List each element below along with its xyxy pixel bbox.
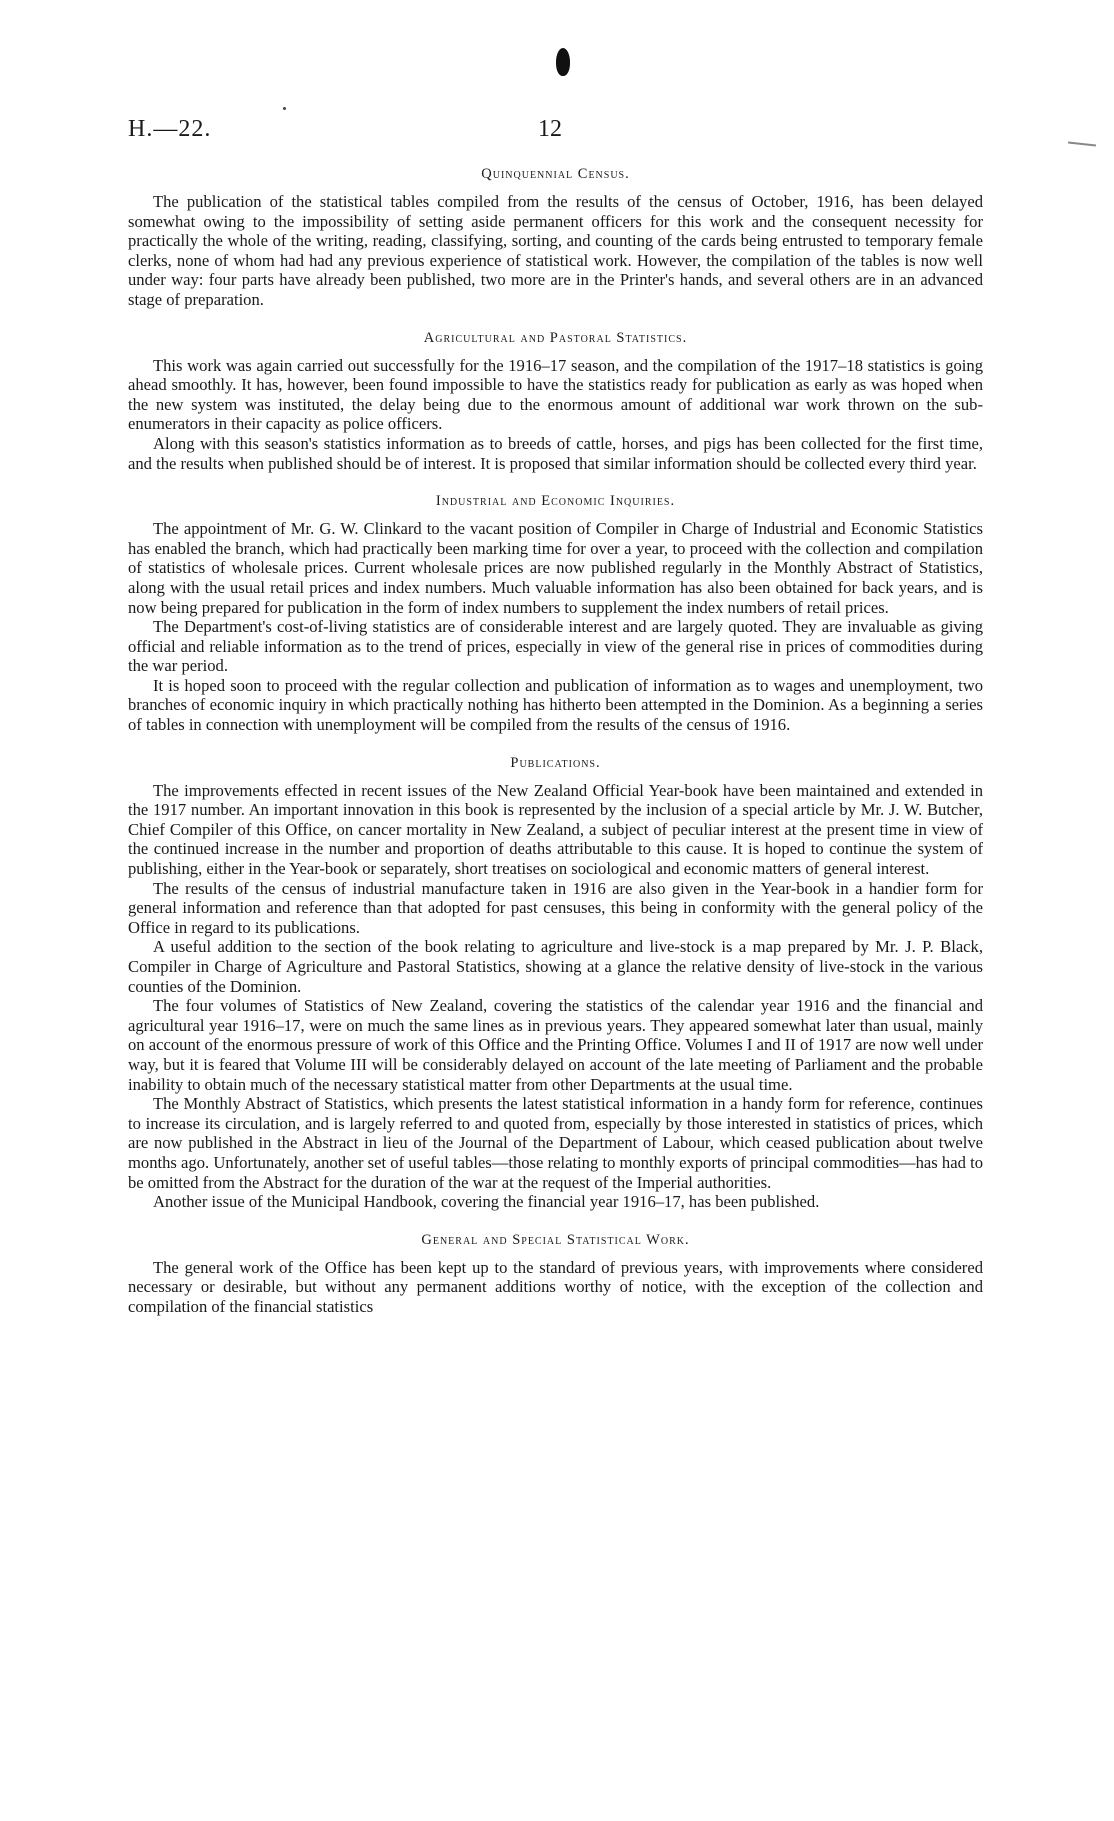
section-heading: Quinquennial Census. [481,166,630,182]
section-heading: Publications. [510,754,601,771]
paragraph: The publication of the statistical tables compiled from the results of the census of October, 1916, has been delayed somewhat owing to the impossibility of setting aside permanent officers for this work and the consequent necessity for practically the whole of the writing, reading, classifying, sorting, and counting of the cards being entrusted to temporary female clerks, none of whom had had any previous experience of statistical work. However, the compilation of the tables is now well under way: four parts have already been published, two more are in the Printer's hands, and several others are in an advanced stage of preparation. [128,192,983,309]
section-publications [128,755,983,1212]
ink-speck [283,107,286,110]
section-industrial-economic-inquiries [128,493,983,735]
paragraph: It is hoped soon to proceed with the regular collection and publication of information as to wages and unemployment, two branches of economic inquiry in which practically nothing has hitherto been attempted in the Dominion. As a beginning a series of tables in connection with unemployment will be compiled from the results of the census of 1916. [128,675,983,735]
margin-mark [1068,142,1096,147]
page-header [128,116,986,146]
section-agricultural-pastoral-statistics [128,330,983,474]
document-reference: H.—22. [128,116,212,142]
paragraph: The results of the census of industrial manufacture taken in 1916 are also given in the Year-book in a handier form for general information and reference than that adopted for past censuses, this being in conformity with the general policy of the Office in regard to its publications. [128,878,983,937]
paragraph: The improvements effected in recent issues of the New Zealand Official Year-book have been maintained and extended in the 1917 number. An important innovation in this book is represented by the inclusion of a special article by Mr. J. W. Butcher, Chief Compiler of this Office, on cancer mortality in New Zealand, a subject of peculiar interest at the present time in view of the continued increase in the number and proportion of deaths attributable to this cause. It is hoped to continue the system of publishing, either in the Year-book or separately, short treatises on sociological and economic matters of general interest. [128,780,983,879]
paragraph: The Department's cost-of-living statistics are of considerable interest and are largely quoted. They are invaluable as giving official and reliable information as to the trend of prices, especially in view of the general rise in prices of commodities during the war period. [128,617,983,676]
section-general-special-statistical-work [128,1232,983,1317]
paragraph: This work was again carried out successfully for the 1916–17 season, and the compilation of the 1917–18 statistics is going ahead smoothly. It has, however, been found impossible to have the statistics ready for publication as early as was hoped when the new system was instituted, the delay being due to the enormous amount of additional war work thrown on the sub-enumerators in their capacity as police officers. [128,355,983,434]
paragraph: The four volumes of Statistics of New Zealand, covering the statistics of the calendar year 1916 and the financial and agricultural year 1916–17, were on much the same lines as in previous years. They appeared somewhat later than usual, mainly on account of the enormous pressure of work of this Office and the Printing Office. Volumes I and II of 1917 are now well under way, but it is feared that Volume III will be considerably delayed on account of the late meeting of Parliament and the probable inability to obtain much of the necessary statistical matter from other Departments at the usual time. [128,996,983,1094]
page-body [128,166,983,1337]
paragraph: The Monthly Abstract of Statistics, which presents the latest statistical information in a handy form for reference, continues to increase its circulation, and is largely referred to and quoted from, especially by those interested in statistics of prices, which are now published in the Abstract in lieu of the Journal of the Department of Labour, which ceased publication about twelve months ago. Unfortunately, another set of useful tables—those relating to monthly exports of principal commodities—has had to be omitted from the Abstract for the duration of the war at the request of the Imperial authorities. [128,1094,983,1192]
paragraph: The appointment of Mr. G. W. Clinkard to the vacant position of Compiler in Charge of Industrial and Economic Statistics has enabled the branch, which had practically been marking time for over a year, to proceed with the collection and compilation of statistics of wholesale prices. Current wholesale prices are now published regularly in the Monthly Abstract of Statistics, along with the usual retail prices and index numbers. Much valuable information has also been obtained for back years, and is now being prepared for publication in the form of index numbers to supplement the index numbers of retail prices. [128,519,983,617]
paragraph: Along with this season's statistics information as to breeds of cattle, horses, and pigs has been collected for the first time, and the results when published should be of interest. It is proposed that similar information should be collected every third year. [128,433,983,473]
paragraph: A useful addition to the section of the book relating to agriculture and live-stock is a map prepared by Mr. J. P. Black, Compiler in Charge of Agriculture and Pastoral Statistics, showing at a glance the relative density of live-stock in the various counties of the Dominion. [128,937,983,996]
ink-blot [556,48,570,76]
paragraph: Another issue of the Municipal Handbook, covering the financial year 1916–17, has been published. [153,1192,820,1212]
section-heading: General and Special Statistical Work. [421,1231,690,1248]
section-heading: Agricultural and Pastoral Statistics. [423,329,688,346]
paragraph: The general work of the Office has been kept up to the standard of previous years, with improvements where considered necessary or desirable, but without any permanent additions worthy of notice, with the exception of the collection and compilation of the financial statistics [128,1257,983,1316]
section-quinquennial-census [128,166,983,310]
section-heading: Industrial and Economic Inquiries. [435,493,676,510]
page-number: 12 [538,116,562,142]
